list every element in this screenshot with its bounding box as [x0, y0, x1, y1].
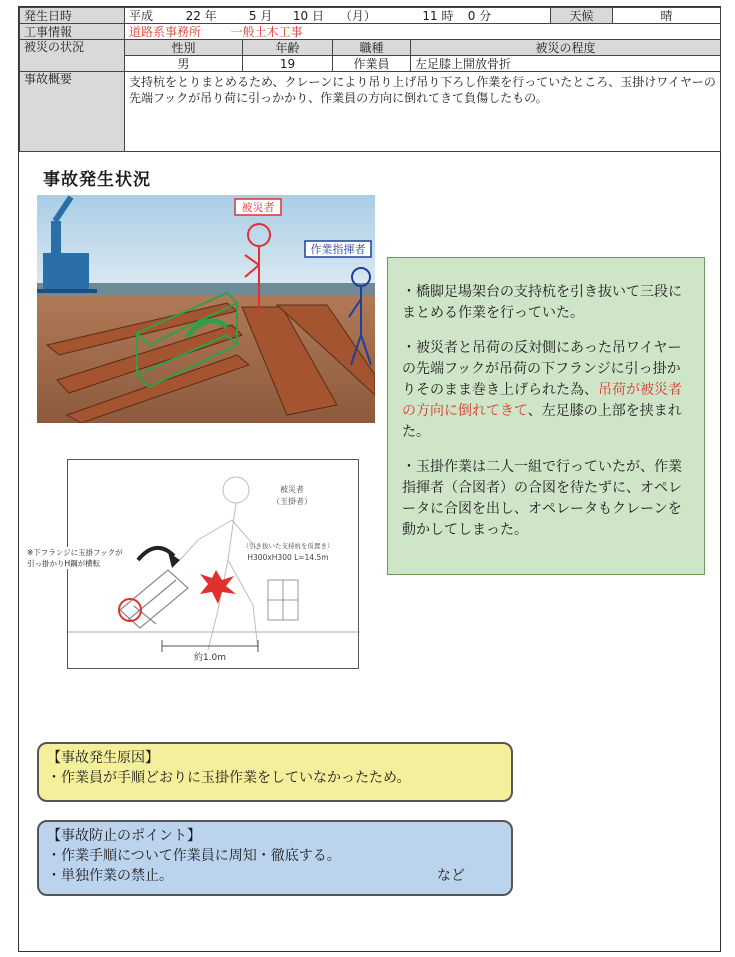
col-sex: 性別	[125, 40, 243, 56]
pile-label: （引き抜いた支持杭を仮置き）	[242, 542, 334, 550]
pile-spec: H300xH300 L=14.5m	[247, 553, 329, 562]
row-datetime	[20, 8, 721, 24]
office-name: 道路系事務所	[129, 24, 202, 39]
diagram-victim-sub: （玉掛者）	[272, 497, 312, 506]
hook-note-line1: ※下フランジに玉掛フックが	[27, 548, 123, 557]
hook-note	[27, 547, 123, 569]
minute: 0	[467, 8, 476, 23]
prevention-box	[37, 820, 513, 896]
weather-value: 晴	[613, 8, 721, 24]
note-1: ・橋脚足場架台の支持杭を引き抜いて三段にまとめる作業を行っていた。	[402, 284, 682, 321]
cause-box	[37, 742, 513, 802]
era: 平成	[129, 8, 154, 23]
stacked-piles	[268, 580, 298, 620]
prevention-title: 【事故防止のポイント】	[47, 828, 201, 844]
row-overview	[20, 72, 721, 152]
prevention-etc: など	[437, 868, 465, 884]
note-3: ・玉掛作業は二人一組で行っていたが、作業指揮者（合図者）の合図を待たずに、オペレータに合図を出し、オペレータもクレーンを動かしてしまった。	[402, 459, 682, 538]
site-photo-illustration	[37, 195, 375, 423]
note-2-highlight: 吊荷が被災者の方向に倒れてきて	[402, 382, 682, 419]
distance-label: 約1.0m	[193, 653, 227, 663]
note-2-a: ・被災者と吊荷の反対側にあった吊ワイヤーの先端フックが吊荷の下フランジに引っ掛かりそのまま巻き上げられた為、	[402, 340, 682, 398]
work-type: 一般土木工事	[230, 24, 303, 39]
impact-icon	[200, 570, 236, 604]
prevention-line-2: ・単独作業の禁止。	[47, 868, 173, 884]
project-label: 工事情報	[20, 24, 125, 40]
injury-label: 被災の状況	[20, 40, 125, 72]
degree-value: 左足膝上開放骨折	[411, 56, 721, 72]
day-unit: 日	[312, 8, 325, 23]
victim-tag: 被災者	[241, 201, 275, 214]
year-unit: 年	[204, 8, 217, 23]
date-label: 発生日時	[20, 8, 125, 24]
row-project	[20, 24, 721, 40]
year: 22	[185, 8, 201, 23]
col-degree: 被災の程度	[411, 40, 721, 56]
prevention-row-2	[47, 866, 503, 886]
worker-sketch	[180, 477, 258, 650]
diagram-victim-label: 被災者	[280, 485, 304, 494]
month: 5	[248, 8, 257, 23]
section-title: 事故発生状況	[43, 170, 151, 190]
weekday: （月）	[339, 8, 376, 23]
cause-title: 【事故発生原因】	[47, 750, 159, 766]
hour: 11	[422, 8, 438, 23]
col-age: 年齢	[243, 40, 333, 56]
prevention-line-1: ・作業手順について作業員に周知・徹底する。	[47, 848, 341, 864]
row-injury-headings	[20, 40, 721, 56]
sex-value: 男	[125, 56, 243, 72]
overview-text: 支持杭をとりまとめるため、クレーンにより吊り上げ吊り下ろし作業を行っていたところ、玉掛けワイヤーの先端フックが吊り荷に引っかかり、作業員の方向に倒れてきて負傷したもの。	[125, 72, 721, 152]
project-value	[125, 24, 721, 40]
accident-report-page	[18, 6, 721, 952]
overview-label: 事故概要	[20, 72, 125, 152]
signaler-tag: 作業指揮者	[310, 243, 366, 256]
site-photo	[37, 195, 375, 423]
row-injury-values	[20, 56, 721, 72]
report-header-table	[19, 7, 721, 152]
job-value: 作業員	[333, 56, 411, 72]
hook-note-line2: 引っ掛かりH鋼が横転	[27, 559, 101, 568]
note-2	[402, 338, 690, 443]
age-value: 19	[243, 56, 333, 72]
hour-unit: 時	[441, 8, 454, 23]
month-unit: 月	[260, 8, 273, 23]
situation-notes	[387, 257, 705, 575]
cause-line-1: ・作業員が手順どおりに玉掛作業をしていなかったため。	[47, 770, 411, 786]
minute-unit: 分	[479, 8, 492, 23]
datetime-value	[125, 8, 551, 24]
note-2-b: 、左足膝の上部を挟まれた。	[402, 403, 682, 440]
col-job: 職種	[333, 40, 411, 56]
weather-label: 天候	[551, 8, 613, 24]
day: 10	[292, 8, 309, 23]
